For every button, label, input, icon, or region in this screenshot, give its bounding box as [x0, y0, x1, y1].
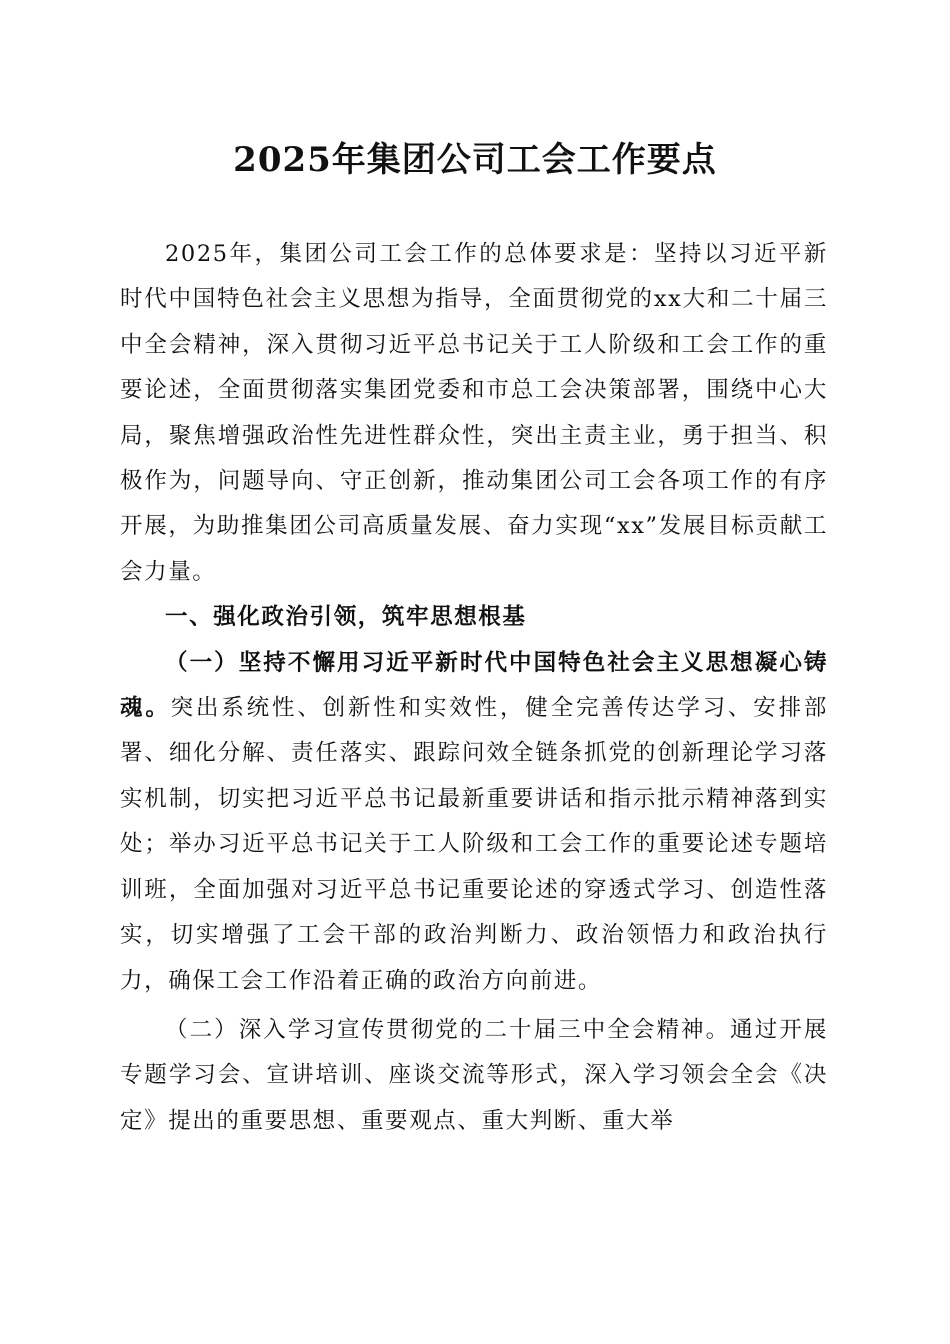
item-2-text: 通过开展专题学习会、宣讲培训、座谈交流等形式，深入学习领会全会《决定》提出的重要思想、重要观点、重大判断、重大举 — [120, 1016, 828, 1134]
document-body — [120, 232, 828, 1144]
item-1-text: 突出系统性、创新性和实效性，健全完善传达学习、安排部署、细化分解、责任落实、跟踪问效全链条抓党的创新理论学习落实机制，切实把习近平总书记最新重要讲话和指示批示精神落到实处；举办习近平总书记关于工人阶级和工会工作的重要论述专题培训班，全面加强对习近平总书记重要论述的穿透式学习、创造性落实，切实增强了工会干部的政治判断力、政治领悟力和政治执行力，确保工会工作沿着正确的政治方向前进。 — [120, 695, 829, 994]
item-paragraph-1 — [120, 641, 828, 1004]
item-2-lead: （二）深入学习宣传贯彻党的二十届三中全会精神。 — [165, 1016, 731, 1043]
section-heading-1: 一、强化政治引领，筑牢思想根基 — [165, 604, 527, 631]
item-1-lead: （一）坚持不懈用习近平新时代中国特色社会主义思想凝心铸魂。 — [120, 649, 828, 722]
document-title: 2025年集团公司工会工作要点 — [233, 140, 717, 180]
item-paragraph-2 — [120, 1008, 828, 1144]
intro-paragraph: 2025年，集团公司工会工作的总体要求是：坚持以习近平新时代中国特色社会主义思想为指导，全面贯彻党的xx大和二十届三中全会精神，深入贯彻习近平总书记关于工人阶级和工会工作的重要论述，全面贯彻落实集团党委和市总工会决策部署，围绕中心大局，聚焦增强政治性先进性群众性，突出主责主业，勇于担当、积极作为，问题导向、守正创新，推动集团公司工会各项工作的有序开展，为助推集团公司高质量发展、奋力实现“xx”发展目标贡献工会力量。 — [120, 241, 828, 585]
